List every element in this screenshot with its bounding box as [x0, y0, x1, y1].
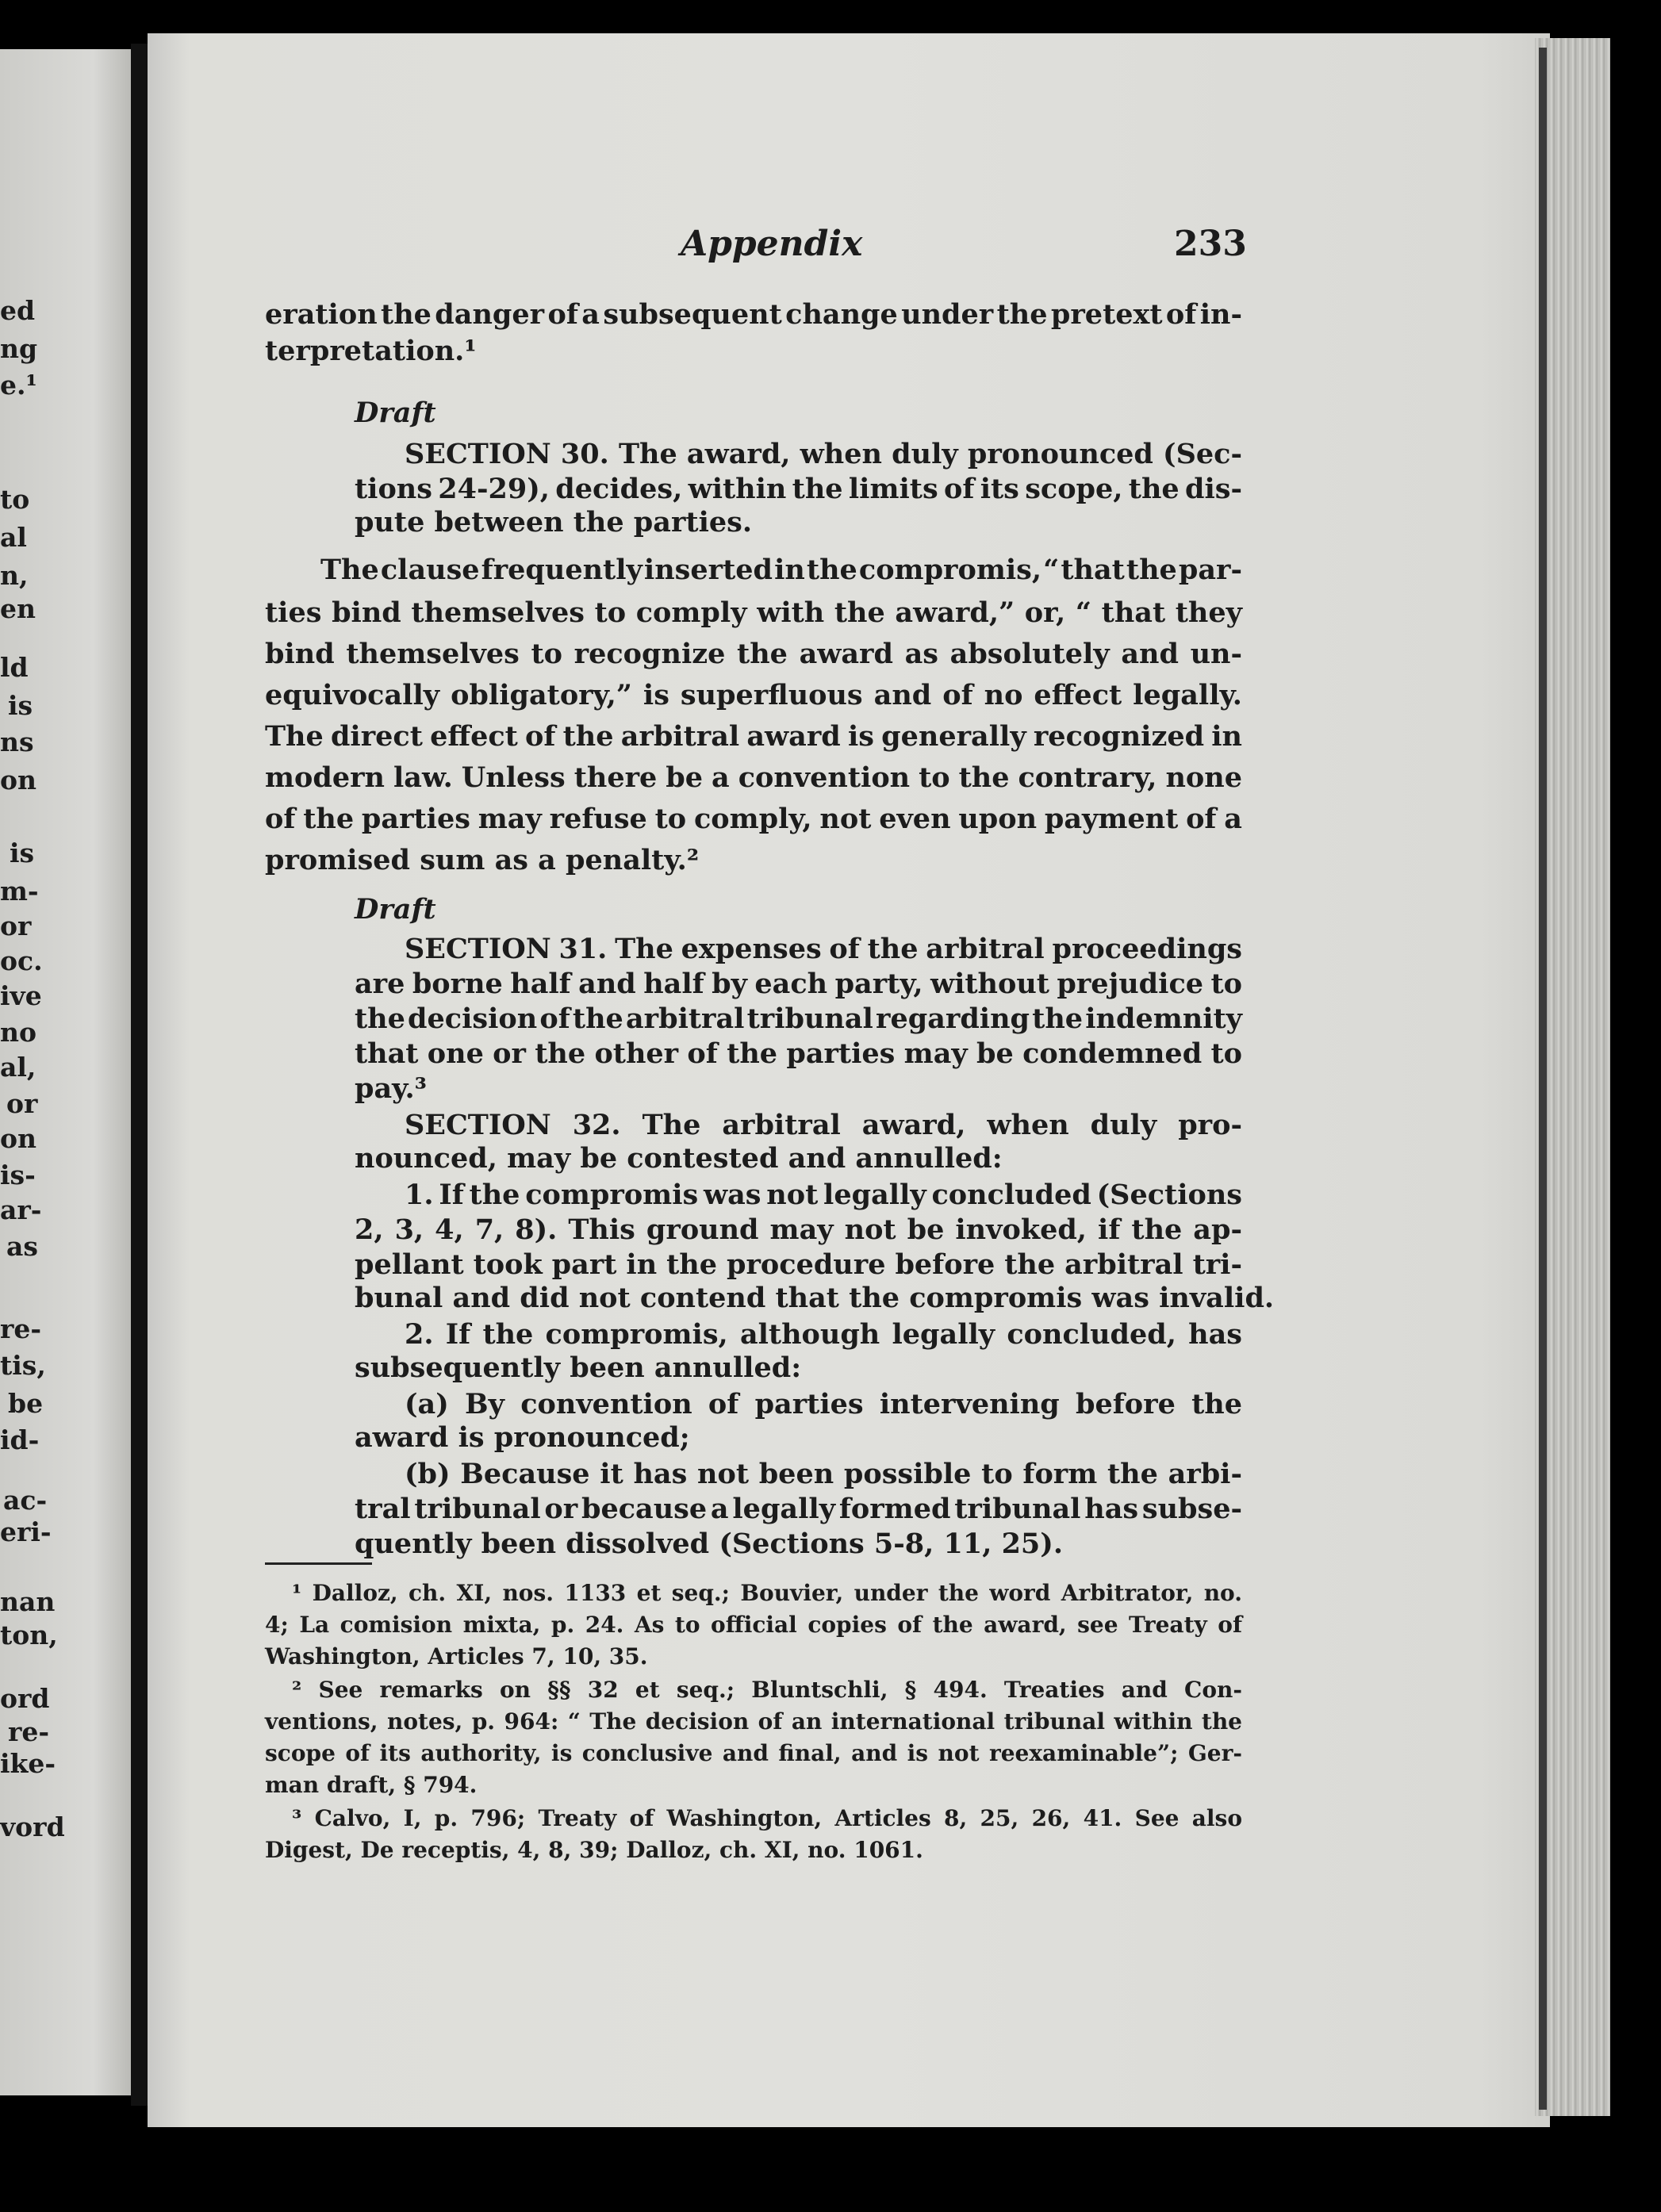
margin-fragment: re- — [8, 1716, 50, 1747]
text-line: ties bind themselves to comply with the award,” or, “ that they — [265, 596, 1242, 629]
margin-fragment: on — [0, 765, 37, 795]
margin-fragment: is- — [0, 1160, 36, 1190]
footnote-line: 4; La comision mixta, p. 24. As to official copies of the award, see Treaty of — [265, 1612, 1242, 1638]
margin-fragment: no — [0, 1017, 37, 1048]
text-line: SECTION 31. The expenses of the arbitral proceedings — [405, 933, 1242, 965]
text-line: bunal and did not contend that the compromis was invalid. — [355, 1282, 1275, 1314]
text-line: (b) Because it has not been possible to form the arbi- — [405, 1458, 1242, 1490]
footnote-line: scope of its authority, is conclusive and final, and is not reexaminable”; Ger- — [265, 1740, 1242, 1766]
margin-fragment: n, — [0, 560, 29, 591]
text-line: modern law. Unless there be a convention to the contrary, none — [265, 761, 1242, 794]
text-line: promised sum as a penalty.² — [265, 844, 700, 876]
margin-fragment: ns — [0, 726, 34, 757]
margin-fragment: be — [8, 1388, 44, 1419]
margin-fragment: ike- — [0, 1748, 56, 1779]
text-line: pellant took part in the procedure before the arbitral tri- — [355, 1248, 1242, 1281]
margin-fragment: m- — [0, 876, 39, 907]
footnote-line: Digest, De receptis, 4, 8, 39; Dalloz, ch. XI, no. 1061. — [265, 1837, 923, 1863]
text-line: bind themselves to recognize the award as absolutely and un- — [265, 638, 1242, 670]
margin-fragment: is — [8, 690, 33, 721]
running-head: Appendix — [681, 224, 863, 264]
margin-fragment: eri- — [0, 1516, 52, 1547]
margin-fragment: al — [0, 522, 27, 553]
margin-fragment: re- — [0, 1313, 42, 1344]
margin-fragment: e.¹ — [0, 370, 37, 401]
draft-heading: Draft — [355, 397, 436, 429]
page-edge-shadow — [1539, 48, 1547, 2110]
footnote-line: ³ Calvo, I, p. 796; Treaty of Washington, Articles 8, 25, 26, 41. See also — [292, 1805, 1242, 1831]
text-line: pute between the parties. — [355, 506, 753, 539]
text-line: eration the danger of a subsequent change under the pretext of in- — [265, 298, 1242, 331]
text-line: subsequently been annulled: — [355, 1351, 802, 1384]
margin-fragment: is — [10, 838, 35, 868]
text-line: tions 24-29), decides, within the limits of its scope, the dis- — [355, 473, 1242, 505]
text-line: that one or the other of the parties may be condemned to — [355, 1037, 1242, 1070]
text-line: nounced, may be contested and annulled: — [355, 1142, 1003, 1175]
book-gutter — [131, 44, 148, 2106]
text-line: SECTION 32. The arbitral award, when duly pro- — [405, 1109, 1242, 1141]
margin-fragment: al, — [0, 1052, 36, 1083]
footnote-rule — [265, 1562, 372, 1565]
text-line: The clause frequently inserted in the compromis, “ that the par- — [320, 554, 1242, 586]
text-line: SECTION 30. The award, when duly pronounced (Sec- — [405, 438, 1242, 470]
text-line: quently been dissolved (Sections 5-8, 11, 25). — [355, 1528, 1064, 1560]
margin-fragment: ld — [0, 652, 29, 683]
margin-fragment: or — [0, 910, 32, 941]
footnote-line: ² See remarks on §§ 32 et seq.; Bluntschli, § 494. Treaties and Con- — [292, 1677, 1242, 1703]
margin-fragment: as — [6, 1231, 38, 1262]
text-line: the decision of the arbitral tribunal regarding the indemnity — [355, 1002, 1242, 1035]
footnote-line: man draft, § 794. — [265, 1772, 478, 1798]
margin-fragment: nan — [0, 1586, 56, 1617]
margin-fragment: id- — [0, 1424, 40, 1455]
text-line: equivocally obligatory,” is superfluous and of no effect legally. — [265, 679, 1242, 711]
margin-fragment: ar- — [0, 1194, 42, 1225]
footnote-line: ¹ Dalloz, ch. XI, nos. 1133 et seq.; Bouvier, under the word Arbitrator, no. — [292, 1580, 1242, 1606]
margin-fragment: to — [0, 484, 30, 515]
text-line: terpretation.¹ — [265, 335, 477, 367]
text-line: award is pronounced; — [355, 1421, 690, 1454]
margin-fragment: ord — [0, 1683, 50, 1714]
footnote-line: ventions, notes, p. 964: “ The decision of an international tribunal within the — [265, 1708, 1242, 1735]
text-line: are borne half and half by each party, without prejudice to — [355, 968, 1242, 1000]
margin-fragment: ed — [0, 295, 36, 326]
margin-fragment: ive — [0, 980, 42, 1011]
text-line: (a) By convention of parties intervening before the — [405, 1388, 1242, 1420]
margin-fragment: en — [0, 593, 36, 624]
text-line: The direct effect of the arbitral award is generally recognized in — [265, 720, 1242, 753]
margin-fragment: or — [6, 1088, 38, 1119]
footnote-line: Washington, Articles 7, 10, 35. — [265, 1643, 648, 1670]
margin-fragment: ac- — [3, 1485, 48, 1516]
margin-fragment: ng — [0, 333, 38, 364]
text-line: tral tribunal or because a legally formed tribunal has subse- — [355, 1493, 1242, 1525]
draft-heading: Draft — [355, 893, 436, 926]
margin-fragment: tis, — [0, 1350, 46, 1381]
margin-fragment: oc. — [0, 945, 43, 976]
margin-fragment: vord — [0, 1811, 65, 1842]
text-line: pay.³ — [355, 1072, 427, 1105]
margin-fragment: ton, — [0, 1620, 58, 1650]
text-line: of the parties may refuse to comply, not even upon payment of a — [265, 803, 1242, 835]
page-number: 233 — [1174, 224, 1247, 264]
text-line: 1. If the compromis was not legally concluded (Sections — [405, 1179, 1242, 1211]
margin-fragment: on — [0, 1123, 37, 1154]
text-line: 2. If the compromis, although legally concluded, has — [405, 1318, 1242, 1351]
text-line: 2, 3, 4, 7, 8). This ground may not be invoked, if the ap- — [355, 1213, 1242, 1246]
